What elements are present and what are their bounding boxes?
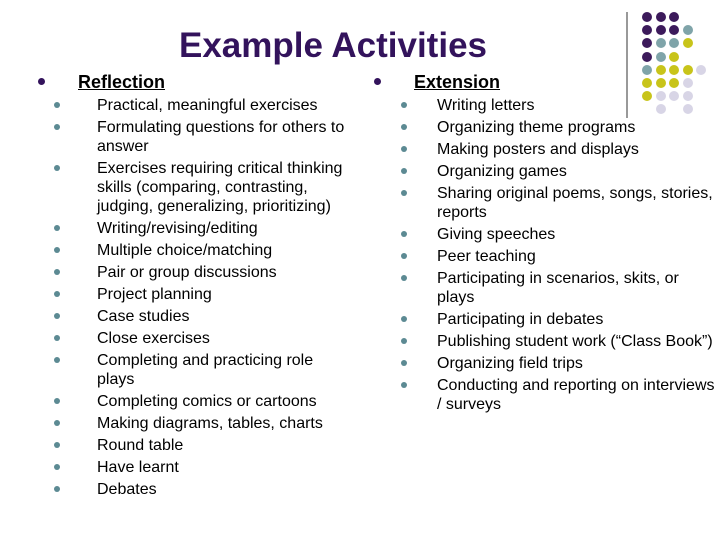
decorative-dot: [656, 38, 666, 48]
bullet-icon: [401, 231, 407, 237]
bullet-icon: [401, 253, 407, 259]
reflection-column: [38, 72, 353, 502]
list-item: [38, 241, 353, 260]
list-item-text: Conducting and reporting on interviews / surveys: [437, 377, 715, 413]
list-item-text: Completing comics or cartoons: [97, 393, 317, 410]
list-item: [38, 392, 353, 411]
list-item: [374, 247, 716, 266]
list-item: [374, 225, 716, 244]
decorative-dot: [683, 38, 693, 48]
bullet-icon: [54, 225, 60, 231]
list-item-text: Giving speeches: [437, 226, 556, 243]
bullet-icon: [54, 420, 60, 426]
bullet-icon: [54, 464, 60, 470]
bullet-icon: [401, 316, 407, 322]
list-item-text: Close exercises: [97, 330, 210, 347]
decorative-dot: [656, 52, 666, 62]
list-item: [38, 285, 353, 304]
list-item-text: Practical, meaningful exercises: [97, 97, 318, 114]
bullet-icon: [401, 168, 407, 174]
list-item-text: Have learnt: [97, 459, 179, 476]
list-item-text: Formulating questions for others to answer: [97, 119, 345, 155]
list-item: [374, 332, 716, 351]
bullet-icon: [401, 360, 407, 366]
list-item: [38, 436, 353, 455]
bullet-icon: [54, 124, 60, 130]
bullet-icon: [54, 398, 60, 404]
list-item: [38, 351, 353, 389]
list-item: [374, 184, 716, 222]
list-item: [374, 140, 716, 159]
list-item-text: Organizing field trips: [437, 355, 583, 372]
decorative-dot: [656, 12, 666, 22]
bullet-icon: [54, 165, 60, 171]
list-item: [38, 307, 353, 326]
list-item-text: Multiple choice/matching: [97, 242, 273, 259]
list-item-text: Making posters and displays: [437, 141, 639, 158]
list-item-text: Making diagrams, tables, charts: [97, 415, 323, 432]
list-item-text: Completing and practicing role plays: [97, 352, 314, 388]
list-item-text: Sharing original poems, songs, stories, reports: [437, 185, 713, 221]
decorative-dot: [656, 25, 666, 35]
bullet-icon: [54, 442, 60, 448]
bullet-icon: [54, 247, 60, 253]
bullet-icon: [401, 275, 407, 281]
decorative-dot: [669, 12, 679, 22]
bullet-icon: [401, 382, 407, 388]
list-item: [38, 480, 353, 499]
list-item-text: Round table: [97, 437, 184, 454]
decorative-dot: [683, 25, 693, 35]
list-item-text: Case studies: [97, 308, 190, 325]
bullet-icon: [38, 78, 45, 85]
slide-title: Example Activities: [178, 26, 487, 65]
list-item-text: Pair or group discussions: [97, 264, 277, 281]
reflection-list: [38, 96, 353, 499]
bullet-icon: [401, 102, 407, 108]
decorative-dot: [642, 12, 652, 22]
list-item-text: Peer teaching: [437, 248, 536, 265]
extension-list: [374, 96, 716, 414]
bullet-icon: [401, 338, 407, 344]
list-item-text: Debates: [97, 481, 157, 498]
bullet-icon: [54, 269, 60, 275]
list-item-text: Organizing theme programs: [437, 119, 636, 136]
list-item: [38, 219, 353, 238]
list-item-text: Writing/revising/editing: [97, 220, 258, 237]
bullet-icon: [54, 357, 60, 363]
list-item: [374, 310, 716, 329]
reflection-heading: Reflection: [78, 72, 166, 92]
decorative-dot: [669, 38, 679, 48]
decorative-dot: [642, 52, 652, 62]
bullet-icon: [374, 78, 381, 85]
list-item: [374, 269, 716, 307]
list-item: [38, 118, 353, 156]
list-item: [38, 458, 353, 477]
bullet-icon: [54, 335, 60, 341]
bullet-icon: [54, 291, 60, 297]
list-item-text: Participating in debates: [437, 311, 604, 328]
list-item-text: Writing letters: [437, 97, 535, 114]
list-item: [38, 96, 353, 115]
bullet-icon: [401, 146, 407, 152]
bullet-icon: [401, 124, 407, 130]
list-item: [38, 263, 353, 282]
list-item: [374, 376, 716, 414]
list-item-text: Participating in scenarios, skits, or plays: [437, 270, 679, 306]
reflection-heading-row: [38, 72, 353, 96]
list-item: [374, 354, 716, 373]
list-item-text: Organizing games: [437, 163, 567, 180]
bullet-icon: [54, 102, 60, 108]
extension-column: [374, 72, 716, 417]
extension-heading: Extension: [414, 72, 501, 92]
list-item: [38, 329, 353, 348]
decorative-dot: [669, 25, 679, 35]
list-item-text: Exercises requiring critical thinking skills (comparing, contrasting, judging, generalizing, prioritizing): [97, 160, 343, 215]
extension-heading-row: [374, 72, 716, 96]
list-item: [38, 414, 353, 433]
list-item-text: Publishing student work (“Class Book”): [437, 333, 713, 350]
bullet-icon: [54, 486, 60, 492]
bullet-icon: [401, 190, 407, 196]
list-item-text: Project planning: [97, 286, 212, 303]
decorative-dot: [669, 52, 679, 62]
bullet-icon: [54, 313, 60, 319]
list-item: [374, 96, 716, 115]
list-item: [38, 159, 353, 216]
list-item: [374, 162, 716, 181]
list-item: [374, 118, 716, 137]
